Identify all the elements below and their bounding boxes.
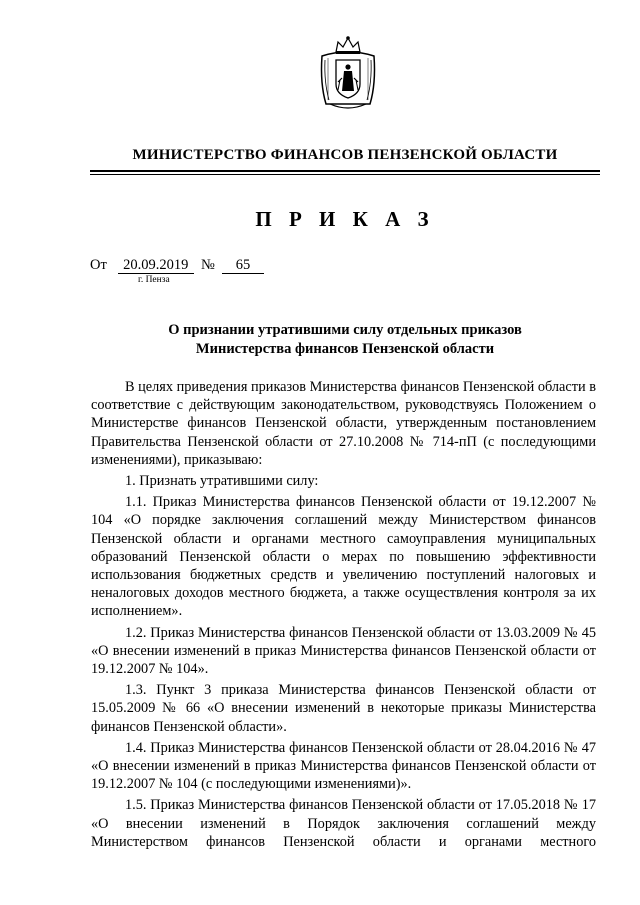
header-divider-thin <box>90 174 600 175</box>
coat-of-arms-icon <box>316 34 380 114</box>
ministry-heading: МИНИСТЕРСТВО ФИНАНСОВ ПЕНЗЕНСКОЙ ОБЛАСТИ <box>132 147 558 163</box>
date-label: От <box>90 257 107 273</box>
document-date-number <box>90 257 264 274</box>
document-number: 65 <box>222 258 264 274</box>
number-label: № <box>200 257 215 273</box>
paragraph-item-1-2: 1.2. Приказ Министерства финансов Пензенской области от 13.03.2009 № 45 «О внесении изменений в приказ Министерства финансов Пензенской области от 19.12.2007 № 104». <box>91 624 596 678</box>
header-divider-thick <box>90 170 600 172</box>
paragraph-item-1-1: 1.1. Приказ Министерства финансов Пензенской области от 19.12.2007 № 104 «О порядке заключения соглашений между Министерством финансов Пензенской области и органами местного самоуправления муниципальных образований Пензенской области о мерах по повышению эффективности использования бюджетных средств и увеличению поступлений налоговых и неналоговых доходов местного бюджета, а также осуществления контроля за их исполнением». <box>91 494 596 620</box>
subject-line-2: Министерства финансов Пензенской области <box>195 341 495 357</box>
paragraph-item-1-4: 1.4. Приказ Министерства финансов Пензенской области от 28.04.2016 № 47 «О внесении изменений в приказ Министерства финансов Пензенской области от 19.12.2007 № 104 (с последующими изменениями)». <box>91 739 596 793</box>
paragraph-item-1-3: 1.3. Пункт 3 приказа Министерства финансов Пензенской области от 15.05.2009 № 66 «О внесении изменений в некоторые приказы Министерства финансов Пензенской области». <box>91 682 596 735</box>
document-body <box>91 378 596 851</box>
subject-line-1: О признании утратившими силу отдельных приказов <box>168 322 522 338</box>
document-title: П Р И К А З <box>255 207 435 231</box>
document-date: 20.09.2019 <box>118 258 194 274</box>
paragraph-preamble: В целях приведения приказов Министерства финансов Пензенской области в соответствие с действующим законодательством, руководствуясь Положением о Министерстве финансов Пензенской области, утвержденным постановлением Правительства Пензенской области от 27.10.2008 № 714-пП (с последующими изменениями), приказываю: <box>91 379 596 468</box>
document-subject <box>90 321 600 359</box>
paragraph-item-1: 1. Признать утратившими силу: <box>125 473 319 490</box>
document-city: г. Пенза <box>138 275 170 285</box>
paragraph-item-1-5: 1.5. Приказ Министерства финансов Пензенской области от 17.05.2018 № 17 «О внесении изменений в Порядок заключения соглашений между Министерством финансов Пензенской области и органами местного <box>91 797 596 850</box>
